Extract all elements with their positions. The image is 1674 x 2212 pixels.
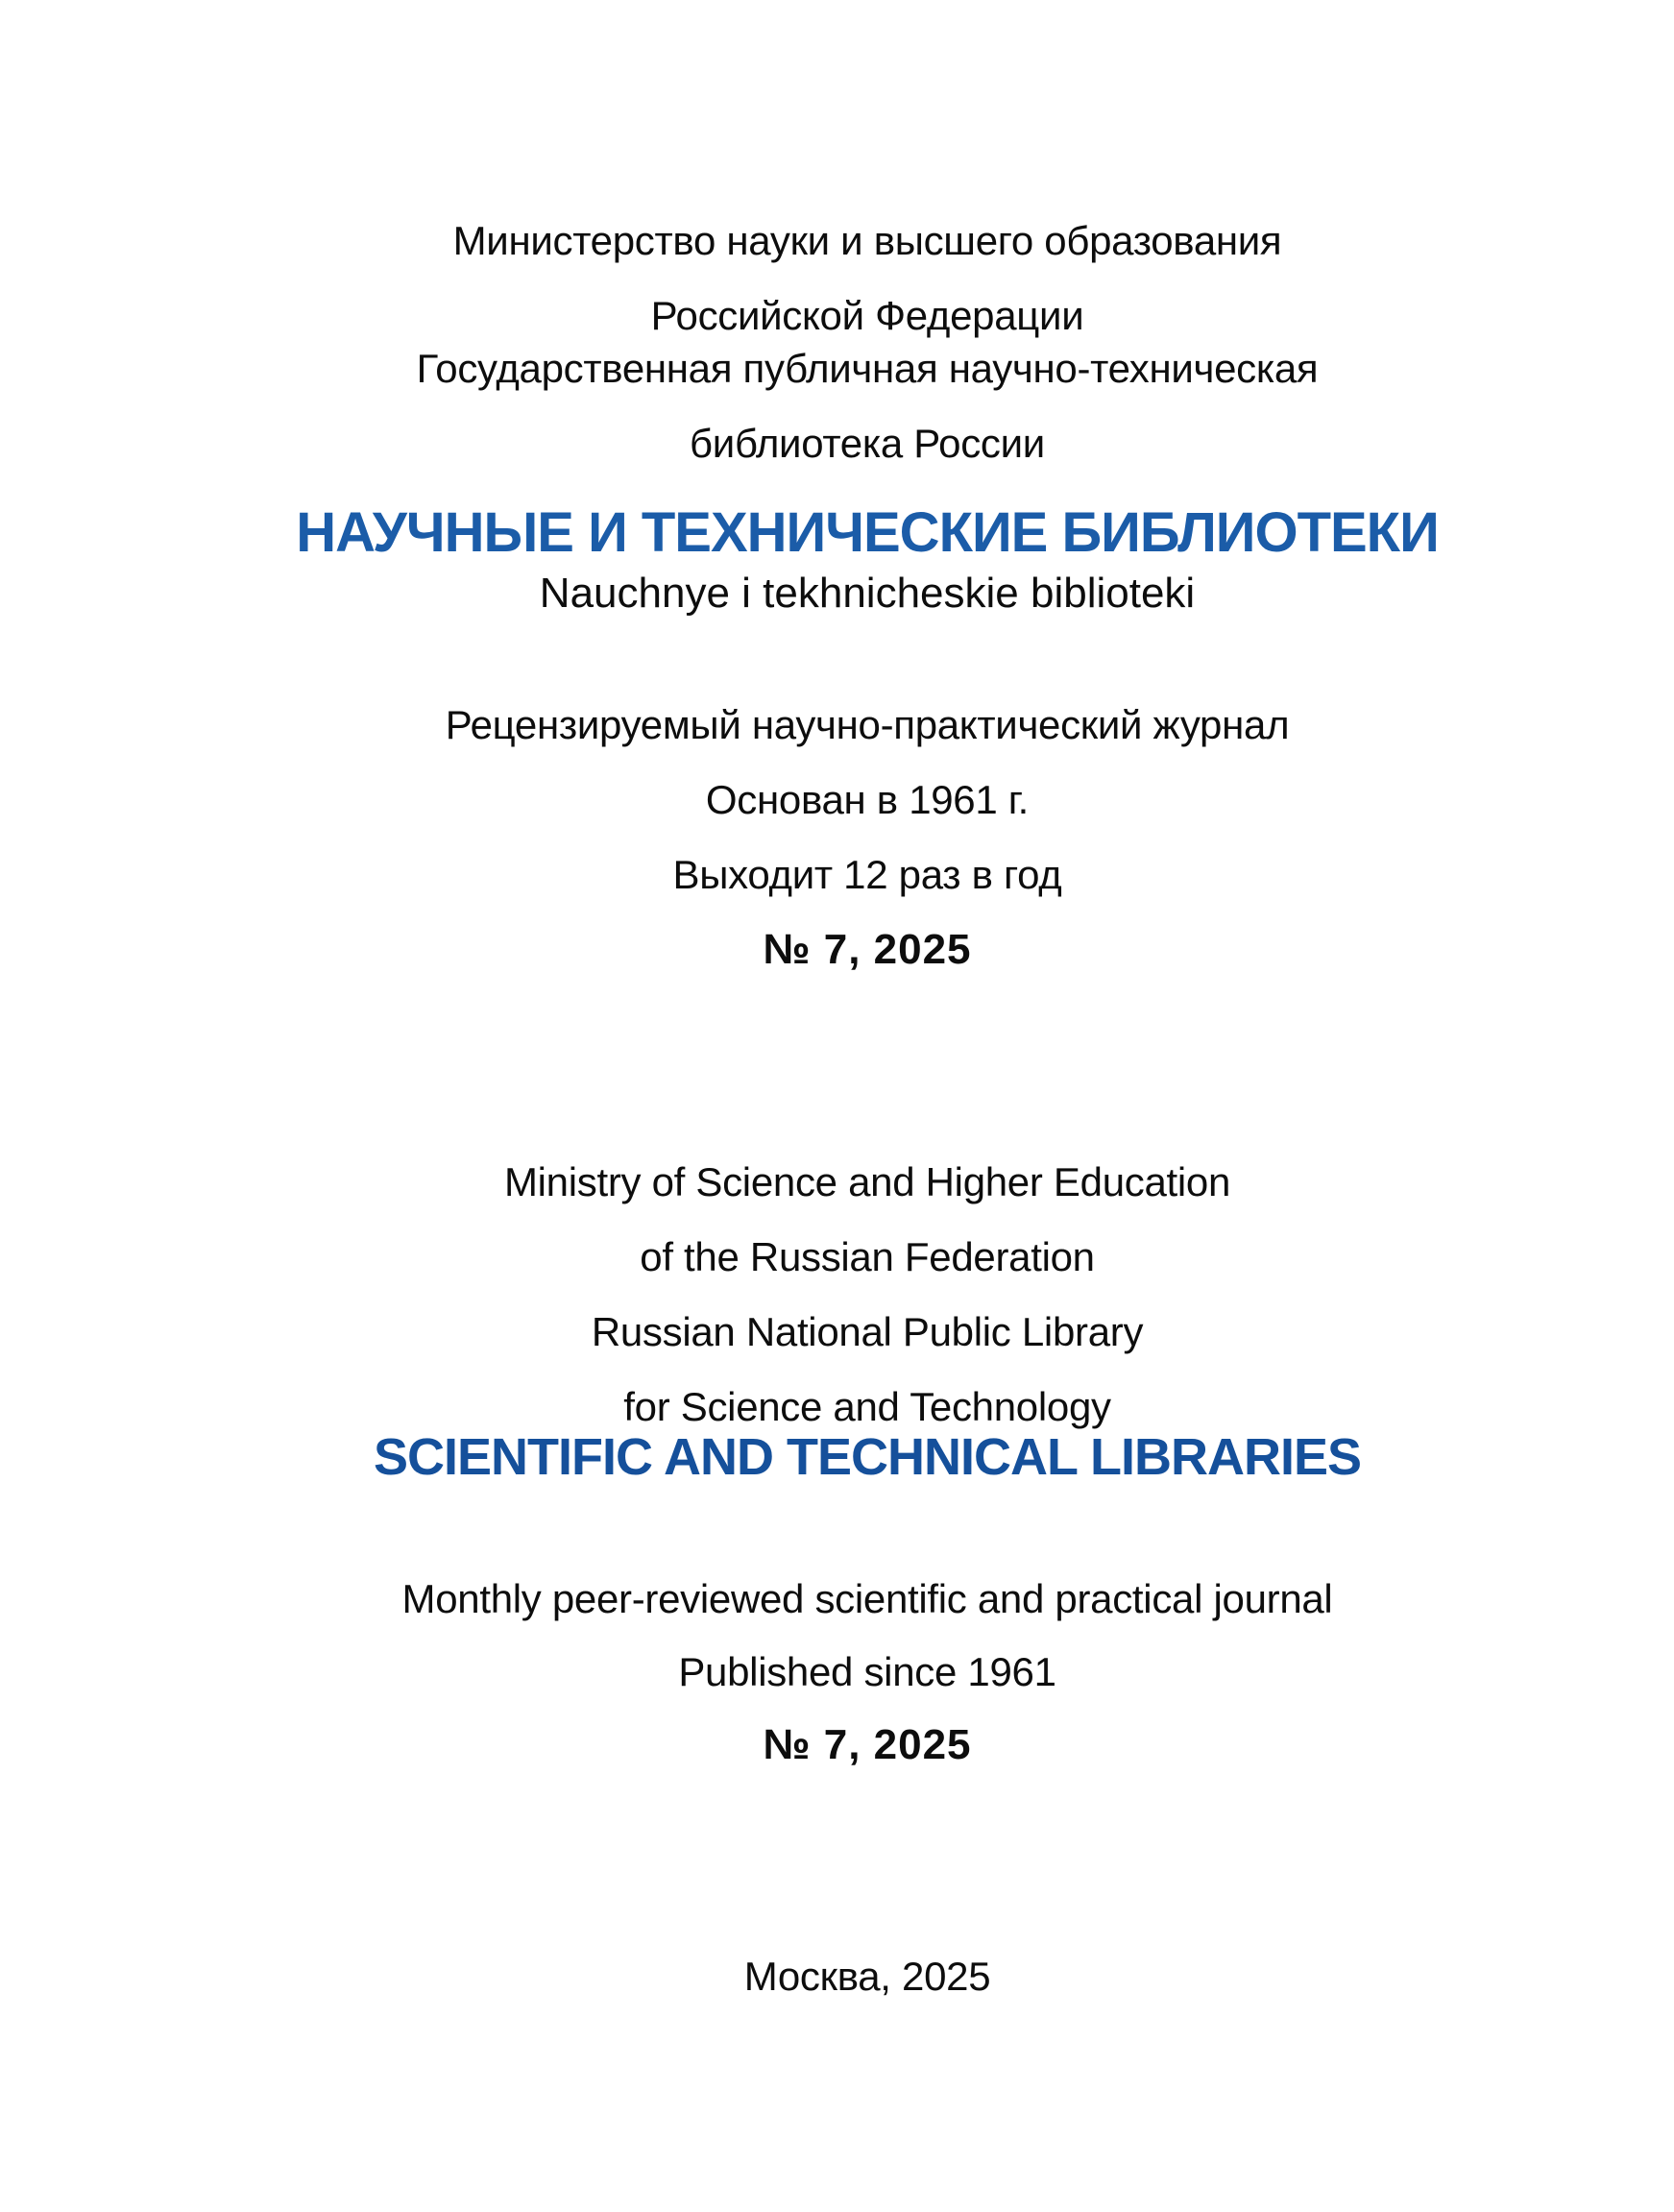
en-library-line-2: for Science and Technology: [623, 1384, 1111, 1429]
en-ministry-line-1: Ministry of Science and Higher Education: [503, 1159, 1231, 1204]
en-journal-founded: Published since 1961: [678, 1649, 1056, 1694]
place-year: Москва, 2025: [743, 1954, 991, 1999]
en-ministry-line-2: of the Russian Federation: [640, 1234, 1095, 1279]
ru-journal-info-block: [61, 679, 1674, 996]
en-library-line-1: Russian National Public Library: [591, 1309, 1144, 1354]
ru-journal-frequency: Выходит 12 раз в год: [672, 852, 1062, 897]
en-ministry-block: [61, 1136, 1674, 1453]
ru-library-block: [61, 323, 1674, 490]
ru-ministry-line-2: Российской Федерации: [650, 293, 1084, 338]
ru-journal-issue: № 7, 2025: [763, 926, 972, 973]
en-journal-title: SCIENTIFIC AND TECHNICAL LIBRARIES: [373, 1428, 1362, 1486]
ru-ministry-line-1: Министерство науки и высшего образования: [452, 218, 1282, 263]
en-journal-info-block: [61, 1554, 1674, 1790]
ru-journal-founded: Основан в 1961 г.: [705, 777, 1030, 822]
en-journal-type: Monthly peer-reviewed scientific and practical journal: [401, 1576, 1333, 1621]
ru-journal-title: НАУЧНЫЕ И ТЕХНИЧЕСКИЕ БИБЛИОТЕКИ: [296, 501, 1439, 564]
ru-journal-type: Рецензируемый научно-практический журнал: [445, 702, 1290, 747]
ru-library-line-1: Государственная публичная научно-техническая: [416, 346, 1319, 391]
ru-journal-title-translit: Nauchnye i tekhnicheskie biblioteki: [539, 570, 1196, 617]
en-journal-issue: № 7, 2025: [763, 1721, 972, 1768]
ru-library-line-2: библиотека России: [690, 421, 1045, 466]
